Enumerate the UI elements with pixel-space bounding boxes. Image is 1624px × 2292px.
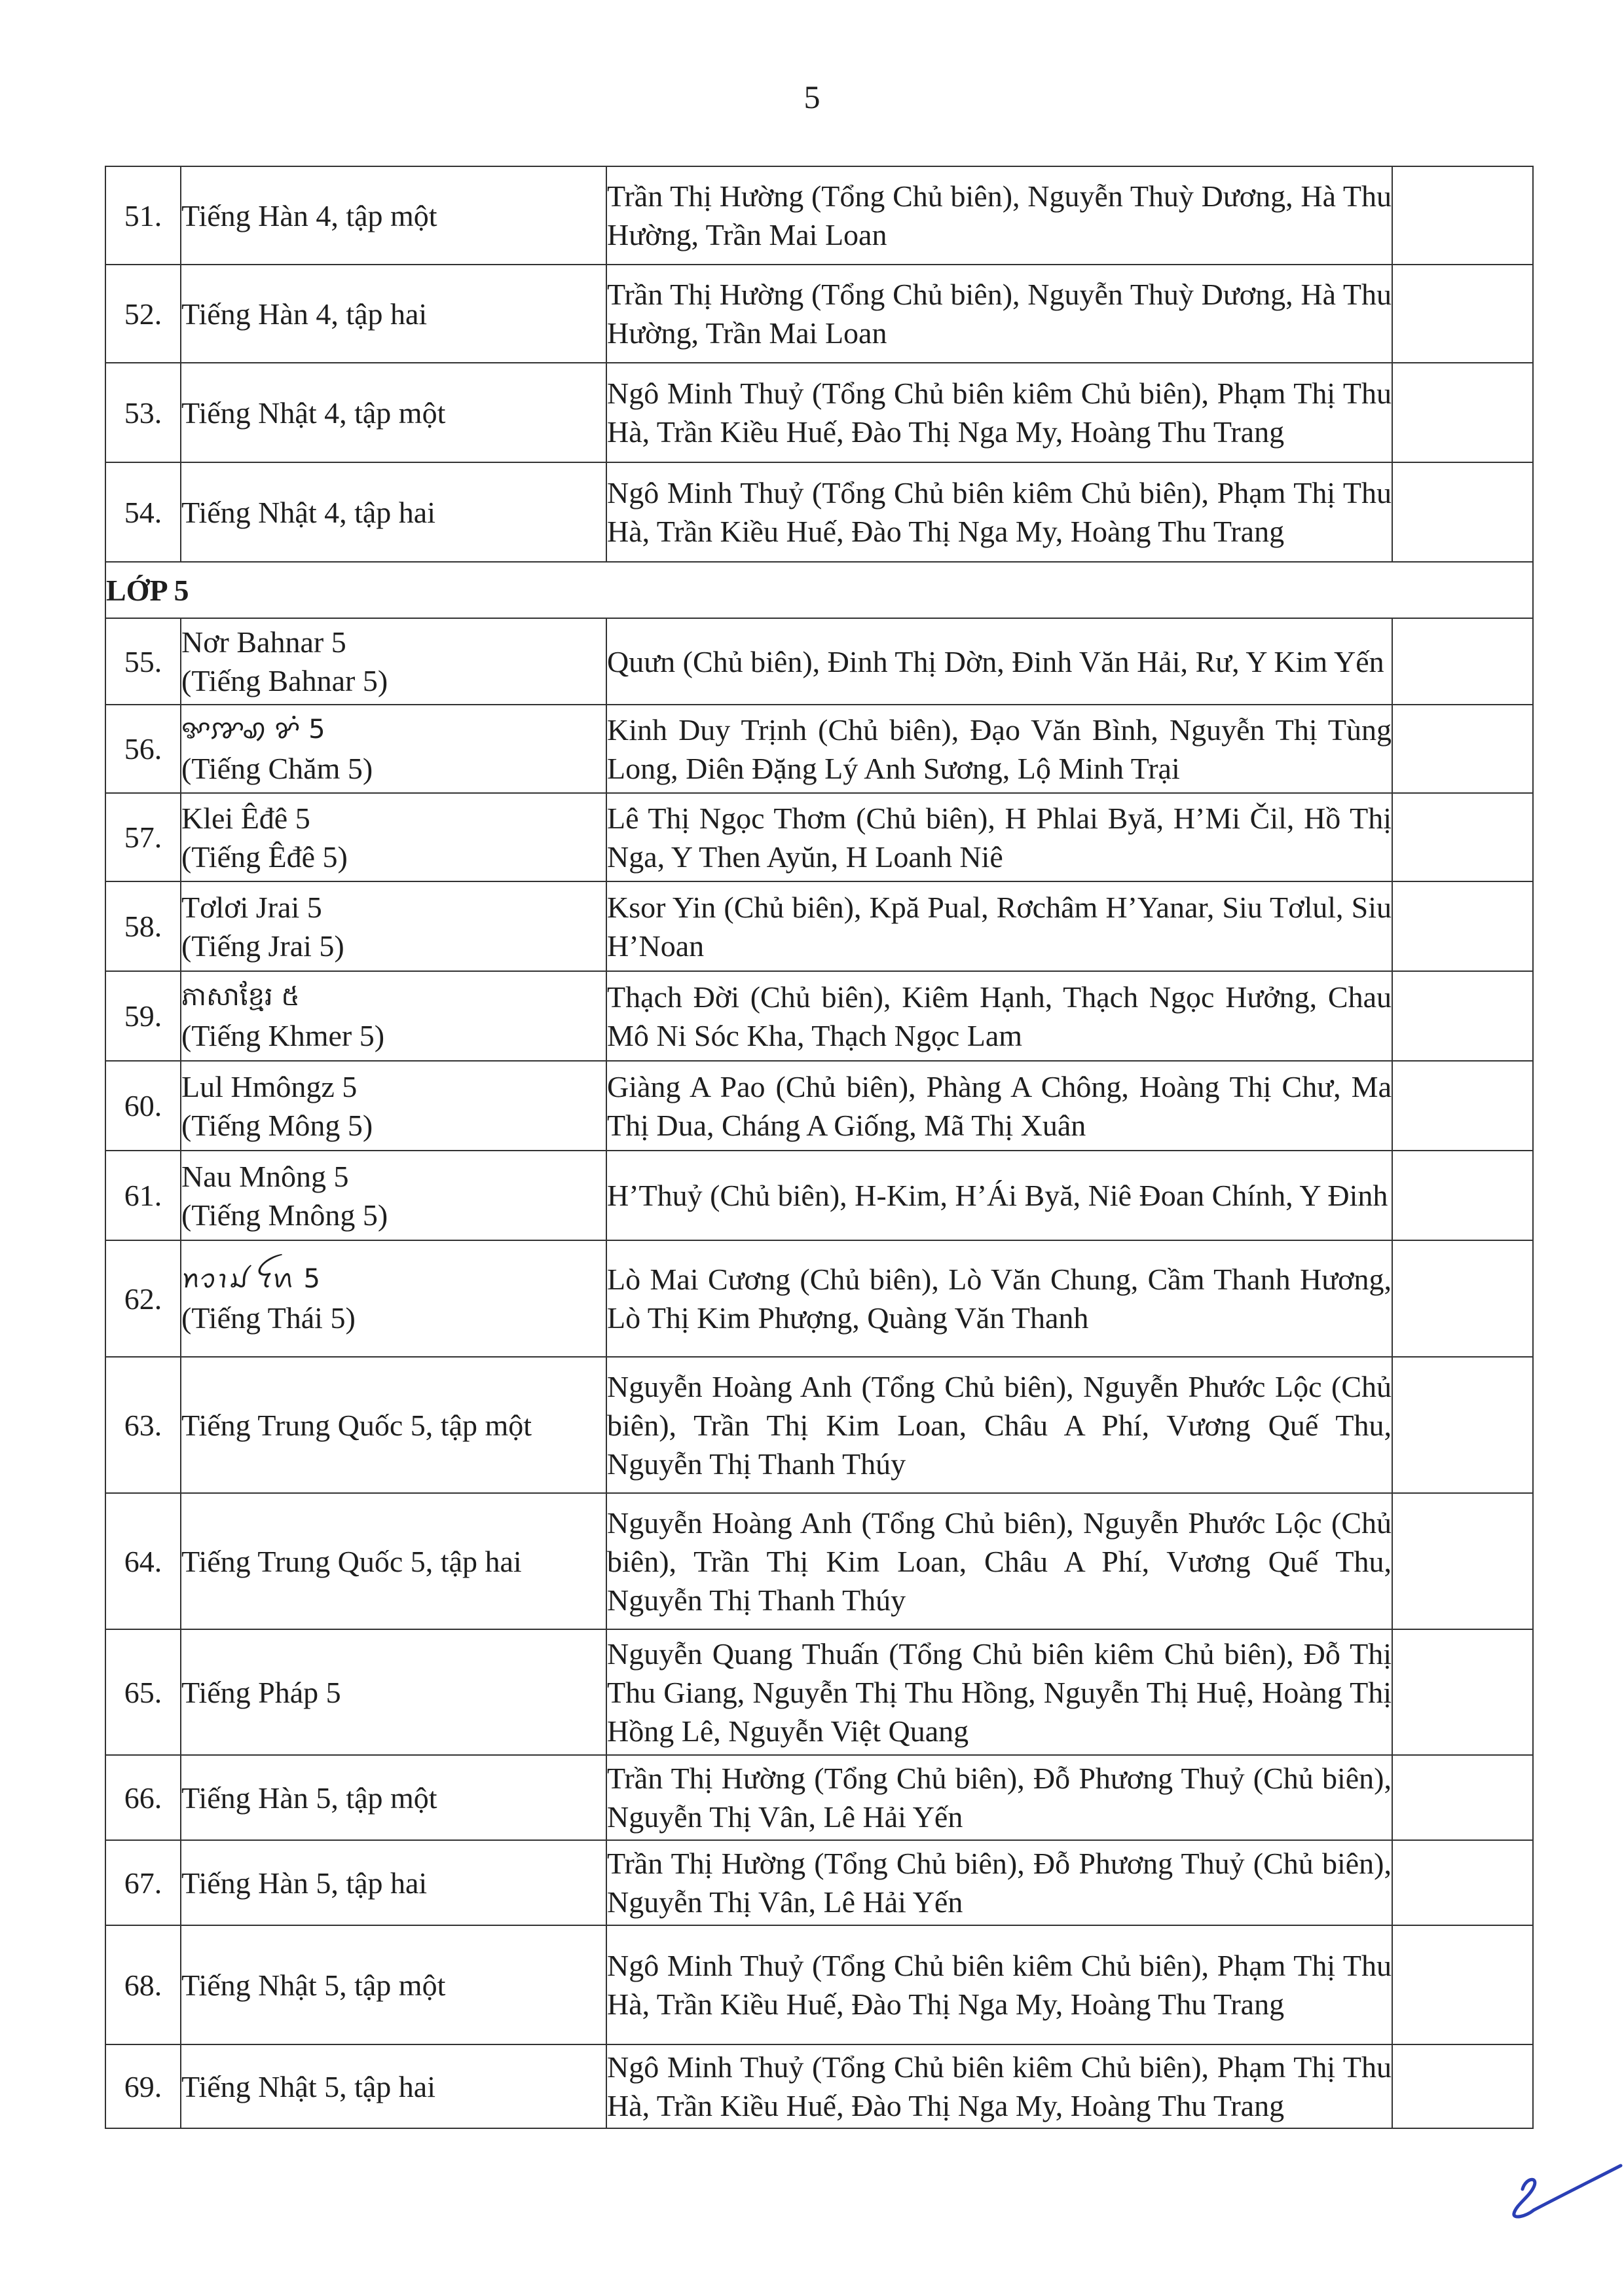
book-title-line: Tơlơi Jrai 5: [181, 890, 322, 924]
table-row: [105, 1151, 1533, 1240]
table-row: [105, 265, 1533, 363]
authors-cell: [606, 1925, 1392, 2044]
authors-text: Trần Thị Hường (Tổng Chủ biên), Nguyễn Thuỳ Dương, Hà Thu Hường, Trần Mai Loan: [607, 278, 1392, 350]
note-cell: [1392, 1061, 1533, 1151]
book-title-line: Nau Mnông 5: [181, 1159, 349, 1193]
book-title-cell: [181, 265, 606, 363]
table-row: [105, 1061, 1533, 1151]
book-title-cell: [181, 1493, 606, 1629]
textbook-table: [105, 166, 1534, 2129]
note-cell: [1392, 971, 1533, 1061]
note-cell: [1392, 462, 1533, 562]
row-number: 51.: [105, 166, 181, 265]
authors-cell: [606, 1755, 1392, 1840]
section-heading: LỚP 5: [105, 562, 1533, 618]
book-title-line: Tiếng Nhật 4, tập một: [181, 396, 446, 430]
note-cell: [1392, 1840, 1533, 1925]
book-title-line: Tiếng Pháp 5: [181, 1675, 341, 1709]
table-row: [105, 881, 1533, 971]
authors-text: Trần Thị Hường (Tổng Chủ biên), Đỗ Phương Thuỷ (Chủ biên), Nguyễn Thị Vân, Lê Hải Yến: [607, 1847, 1392, 1919]
book-title-line: (Tiếng Mnông 5): [181, 1198, 388, 1232]
row-number: 68.: [105, 1925, 181, 2044]
authors-text: Giàng A Pao (Chủ biên), Phàng A Chông, Hoàng Thị Chư, Ma Thị Dua, Cháng A Giống, Mã Thị Xuân: [607, 1069, 1392, 1142]
book-title-line: Tiếng Hàn 5, tập một: [181, 1781, 437, 1815]
book-title-line: Nơr Bahnar 5: [181, 625, 346, 659]
row-number: 64.: [105, 1493, 181, 1629]
row-number: 67.: [105, 1840, 181, 1925]
authors-text: Ngô Minh Thuỷ (Tổng Chủ biên kiêm Chủ biên), Phạm Thị Thu Hà, Trần Kiều Huế, Đào Thị Nga My, Hoàng Thu Trang: [607, 1949, 1392, 2021]
book-title-cell: [181, 793, 606, 881]
table-row: [105, 793, 1533, 881]
authors-cell: [606, 705, 1392, 793]
row-number: 55.: [105, 618, 181, 705]
authors-text: Kinh Duy Trịnh (Chủ biên), Đạo Văn Bình, Nguyễn Thị Tùng Long, Diên Đặng Lý Anh Sương, Lộ Minh Trại: [607, 712, 1392, 785]
authors-cell: [606, 363, 1392, 462]
authors-text: Nguyễn Quang Thuấn (Tổng Chủ biên kiêm Chủ biên), Đỗ Thị Thu Giang, Nguyễn Thị Thu Hồng, Nguyễn Thị Huệ, Hoàng Thị Hồng Lê, Nguyễn Việt Quang: [607, 1636, 1392, 1748]
book-title-cell: [181, 363, 606, 462]
book-title-cell: [181, 462, 606, 562]
book-title-cell: [181, 166, 606, 265]
row-number: 63.: [105, 1357, 181, 1493]
table-row: [105, 1925, 1533, 2044]
note-cell: [1392, 1629, 1533, 1755]
note-cell: [1392, 166, 1533, 265]
row-number: 53.: [105, 363, 181, 462]
note-cell: [1392, 1755, 1533, 1840]
book-title-line: (Tiếng Khmer 5): [181, 1018, 385, 1052]
table-row: [105, 166, 1533, 265]
table-row: [105, 1629, 1533, 1755]
book-title-cell: [181, 705, 606, 793]
table-body-before: [105, 166, 1533, 562]
note-cell: [1392, 265, 1533, 363]
book-title-cell: [181, 1061, 606, 1151]
table-row: [105, 1357, 1533, 1493]
authors-cell: [606, 2044, 1392, 2128]
authors-cell: [606, 1240, 1392, 1357]
authors-text: Trần Thị Hường (Tổng Chủ biên), Nguyễn Thuỳ Dương, Hà Thu Hường, Trần Mai Loan: [607, 179, 1392, 251]
table-row: [105, 1493, 1533, 1629]
book-title-line: Tiếng Hàn 5, tập hai: [181, 1866, 428, 1900]
book-title-cell: [181, 1925, 606, 2044]
book-title-line: (Tiếng Chăm 5): [181, 751, 373, 785]
table-row: [105, 1840, 1533, 1925]
book-title-cell: [181, 1629, 606, 1755]
authors-cell: [606, 462, 1392, 562]
authors-text: Thạch Đời (Chủ biên), Kiêm Hạnh, Thạch Ngọc Hưởng, Chau Mô Ni Sóc Kha, Thạch Ngọc Lam: [607, 980, 1392, 1052]
authors-cell: [606, 1840, 1392, 1925]
note-cell: [1392, 2044, 1533, 2128]
section-body: [105, 562, 1533, 618]
row-number: 60.: [105, 1061, 181, 1151]
note-cell: [1392, 793, 1533, 881]
book-title-line: Klei Êđê 5: [181, 801, 310, 835]
authors-text: Quưn (Chủ biên), Đinh Thị Dờn, Đinh Văn Hải, Rư, Y Kim Yến: [607, 644, 1384, 678]
book-title-line: Tiếng Hàn 4, tập hai: [181, 297, 428, 331]
authors-text: Ngô Minh Thuỷ (Tổng Chủ biên kiêm Chủ biên), Phạm Thị Thu Hà, Trần Kiều Huế, Đào Thị Nga My, Hoàng Thu Trang: [607, 476, 1392, 548]
note-cell: [1392, 1240, 1533, 1357]
row-number: 66.: [105, 1755, 181, 1840]
table-row: [105, 462, 1533, 562]
book-title-cell: [181, 1357, 606, 1493]
page-number: 5: [803, 79, 821, 115]
authors-cell: [606, 881, 1392, 971]
book-title-cell: [181, 1755, 606, 1840]
book-title-cell: [181, 1240, 606, 1357]
authors-text: Ngô Minh Thuỷ (Tổng Chủ biên kiêm Chủ biên), Phạm Thị Thu Hà, Trần Kiều Huế, Đào Thị Nga My, Hoàng Thu Trang: [607, 377, 1392, 449]
authors-cell: [606, 1493, 1392, 1629]
authors-cell: [606, 1061, 1392, 1151]
authors-text: Nguyễn Hoàng Anh (Tổng Chủ biên), Nguyễn Phước Lộc (Chủ biên), Trần Thị Kim Loan, Châu A Phí, Vương Quế Thu, Nguyễn Thị Thanh Thúy: [607, 1369, 1392, 1481]
note-cell: [1392, 363, 1533, 462]
table-body-after: [105, 618, 1533, 2128]
note-cell: [1392, 1357, 1533, 1493]
table-row: [105, 705, 1533, 793]
book-title-line: (Tiếng Bahnar 5): [181, 664, 388, 697]
book-title-cell: [181, 881, 606, 971]
authors-text: Lò Mai Cương (Chủ biên), Lò Văn Chung, Cầm Thanh Hương, Lò Thị Kim Phượng, Quàng Văn Thanh: [607, 1263, 1392, 1335]
table-row: [105, 971, 1533, 1061]
book-title-line: (Tiếng Mông 5): [181, 1108, 373, 1142]
book-title-cell: [181, 971, 606, 1061]
book-title-cell: [181, 1151, 606, 1240]
book-title-line: (Tiếng Thái 5): [181, 1301, 356, 1335]
book-title-line: Tiếng Trung Quốc 5, tập hai: [181, 1544, 522, 1578]
book-title-line: ꪀꪫꪱꪣ ꪼꪕ 5: [181, 1264, 320, 1294]
row-number: 52.: [105, 265, 181, 363]
book-title-line: ꨀꨇꩉ ꨌꩌ 5: [181, 714, 325, 745]
row-number: 61.: [105, 1151, 181, 1240]
row-number: 65.: [105, 1629, 181, 1755]
authors-text: Nguyễn Hoàng Anh (Tổng Chủ biên), Nguyễn Phước Lộc (Chủ biên), Trần Thị Kim Loan, Châu A Phí, Vương Quế Thu, Nguyễn Thị Thanh Thúy: [607, 1506, 1392, 1617]
authors-text: Ngô Minh Thuỷ (Tổng Chủ biên kiêm Chủ biên), Phạm Thị Thu Hà, Trần Kiều Huế, Đào Thị Nga My, Hoàng Thu Trang: [607, 2050, 1392, 2122]
authors-text: Lê Thị Ngọc Thơm (Chủ biên), H Phlai Byă, H’Mi Čil, Hồ Thị Nga, Y Then Ayŭn, H Loanh Niê: [607, 801, 1392, 874]
authors-cell: [606, 1629, 1392, 1755]
row-number: 57.: [105, 793, 181, 881]
authors-text: Trần Thị Hường (Tổng Chủ biên), Đỗ Phương Thuỷ (Chủ biên), Nguyễn Thị Vân, Lê Hải Yến: [607, 1762, 1392, 1834]
authors-cell: [606, 1357, 1392, 1493]
book-title-line: (Tiếng Êđê 5): [181, 840, 348, 874]
book-title-line: Tiếng Nhật 5, tập hai: [181, 2069, 435, 2103]
row-number: 56.: [105, 705, 181, 793]
authors-text: Ksor Yin (Chủ biên), Kpă Pual, Rơchâm H’Yanar, Siu Tơlul, Siu H’Noan: [607, 890, 1392, 963]
book-title-line: Tiếng Trung Quốc 5, tập một: [181, 1408, 532, 1442]
authors-cell: [606, 971, 1392, 1061]
table-row: [105, 363, 1533, 462]
authors-cell: [606, 618, 1392, 705]
authors-cell: [606, 793, 1392, 881]
note-cell: [1392, 1925, 1533, 2044]
table-row: [105, 1755, 1533, 1840]
book-title-line: Lul Hmôngz 5: [181, 1069, 358, 1103]
table-row: [105, 1240, 1533, 1357]
note-cell: [1392, 881, 1533, 971]
row-number: 58.: [105, 881, 181, 971]
note-cell: [1392, 705, 1533, 793]
table-row: [105, 2044, 1533, 2128]
authors-cell: [606, 265, 1392, 363]
book-title-line: Tiếng Nhật 5, tập một: [181, 1968, 446, 2002]
section-row: [105, 562, 1533, 618]
signature-mark: [1486, 2151, 1624, 2223]
book-title-line: Tiếng Hàn 4, tập một: [181, 198, 437, 232]
table-row: [105, 618, 1533, 705]
note-cell: [1392, 618, 1533, 705]
authors-cell: [606, 166, 1392, 265]
book-title-cell: [181, 2044, 606, 2128]
note-cell: [1392, 1493, 1533, 1629]
row-number: 59.: [105, 971, 181, 1061]
book-title-cell: [181, 1840, 606, 1925]
authors-cell: [606, 1151, 1392, 1240]
row-number: 69.: [105, 2044, 181, 2128]
authors-text: H’Thuỷ (Chủ biên), H-Kim, H’Ái Byă, Niê Đoan Chính, Y Đinh: [607, 1179, 1388, 1212]
book-title-cell: [181, 618, 606, 705]
book-title-line: (Tiếng Jrai 5): [181, 929, 344, 963]
row-number: 54.: [105, 462, 181, 562]
row-number: 62.: [105, 1240, 181, 1357]
book-title-line: Tiếng Nhật 4, tập hai: [181, 495, 435, 529]
book-title-line: ភាសាខ្មែរ ៥: [181, 981, 300, 1012]
note-cell: [1392, 1151, 1533, 1240]
